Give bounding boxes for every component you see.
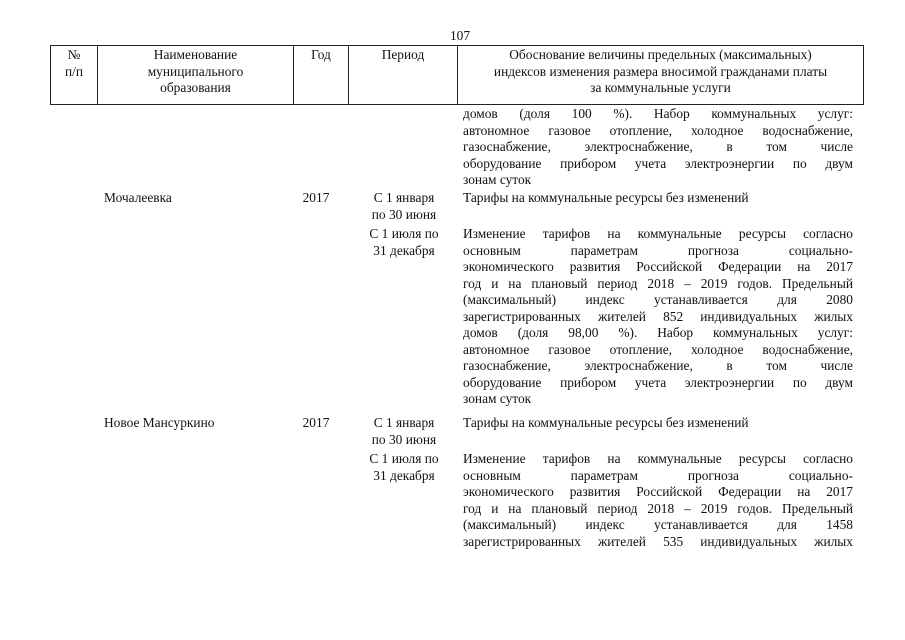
text-line: газоснабжение, электроснабжение, в том числе (463, 358, 853, 373)
table-header (50, 45, 864, 105)
text-line: год и на плановый период 2018 – 2019 годов. Предельный (463, 500, 853, 516)
header-basis: Обоснование величины предельных (максимальных) индексов изменения размера вносимой гражданами платы за коммунальные услуги (493, 47, 828, 95)
basis-second-half (463, 226, 853, 408)
header-period-cell (348, 46, 457, 104)
basis-first-half: Тарифы на коммунальные ресурсы без изменений (463, 190, 749, 205)
year-value: 2017 (302, 190, 330, 205)
text-line: зарегистрированных жителей 852 индивидуальных жилых (463, 308, 853, 324)
header-basis-cell (457, 46, 864, 104)
text-line: Изменение тарифов на коммунальные ресурсы согласно (463, 451, 853, 466)
text-line: (максимальный) индекс устанавливается для 2080 (463, 292, 853, 307)
text-line: газоснабжение, электроснабжение, в том числе (463, 139, 853, 154)
header-period: Период (381, 47, 425, 62)
header-year: Год (311, 47, 331, 62)
basis-second-half (463, 451, 853, 550)
header-number: № п/п (64, 47, 84, 79)
municipality-name: Новое Мансуркино (104, 415, 215, 430)
page-number: 107 (449, 28, 471, 43)
text-line: основным параметрам прогноза социально- (463, 242, 853, 258)
text-line: зарегистрированных жителей 535 индивидуальных жилых (463, 533, 853, 549)
period-second-half: С 1 июля по 31 декабря (369, 451, 439, 483)
text-line: оборудование прибором учета электроэнергии по двум (463, 155, 853, 171)
basis-first-half: Тарифы на коммунальные ресурсы без изменений (463, 415, 749, 430)
text-line: экономического развития Российской Федерации на 2017 (463, 259, 853, 274)
continued-basis-text (463, 106, 853, 189)
text-line: оборудование прибором учета электроэнергии по двум (463, 374, 853, 390)
text-line: основным параметрам прогноза социально- (463, 467, 853, 483)
text-line: автономное газовое отопление, холодное водоснабжение, (463, 122, 853, 138)
header-year-cell (293, 46, 348, 104)
header-municipality: Наименование муниципального образования (147, 47, 244, 95)
year-value: 2017 (302, 415, 330, 430)
text-line: домов (доля 100 %). Набор коммунальных услуг: (463, 106, 853, 121)
text-line: год и на плановый период 2018 – 2019 годов. Предельный (463, 275, 853, 291)
text-line: домов (доля 98,00 %). Набор коммунальных услуг: (463, 325, 853, 340)
text-line: Изменение тарифов на коммунальные ресурсы согласно (463, 226, 853, 241)
header-name-cell (97, 46, 293, 104)
text-line: зонам суток (463, 391, 532, 406)
header-number-cell (50, 46, 97, 104)
municipality-name: Мочалеевка (104, 190, 172, 205)
period-second-half: С 1 июля по 31 декабря (369, 226, 439, 258)
text-line: экономического развития Российской Федерации на 2017 (463, 484, 853, 499)
text-line: зонам суток (463, 172, 532, 187)
period-first-half: С 1 января по 30 июня (371, 190, 437, 222)
text-line: (максимальный) индекс устанавливается для 1458 (463, 517, 853, 532)
period-first-half: С 1 января по 30 июня (371, 415, 437, 447)
text-line: автономное газовое отопление, холодное водоснабжение, (463, 341, 853, 357)
